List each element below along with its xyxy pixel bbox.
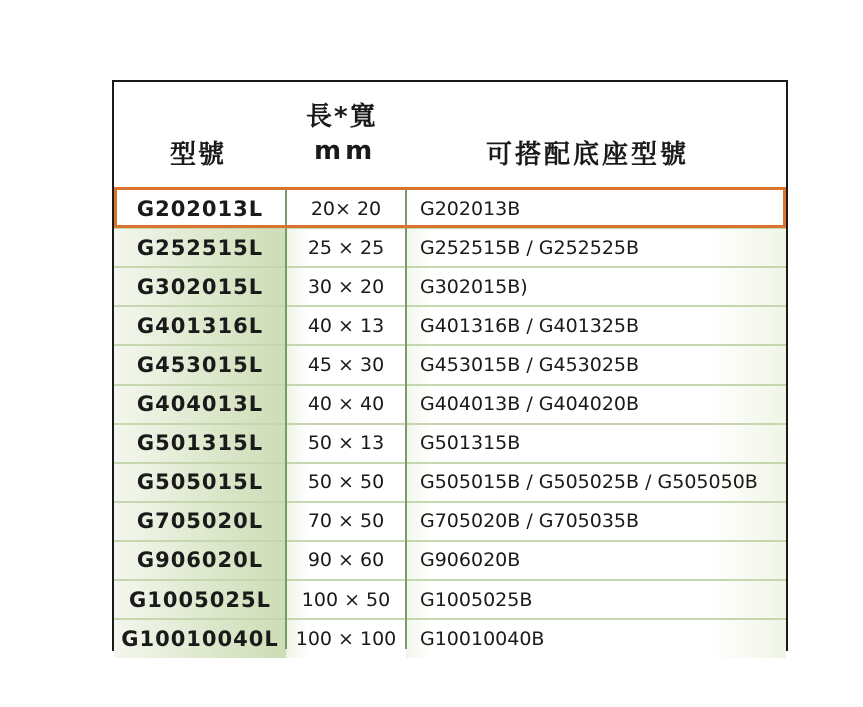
table-row: [114, 189, 786, 228]
size-cell: 40 × 40: [286, 385, 406, 424]
base-model-cell: G202013B: [406, 189, 786, 228]
row-divider: [114, 579, 786, 581]
model-cell: G302015L: [114, 267, 286, 306]
size-cell: 90 × 60: [286, 541, 406, 580]
table-row: [114, 502, 786, 541]
base-model-cell: G401316B / G401325B: [406, 306, 786, 345]
size-cell: 45 × 30: [286, 345, 406, 384]
size-cell: 50 × 50: [286, 463, 406, 502]
model-cell: G202013L: [114, 189, 286, 228]
base-model-cell: G252515B / G252525B: [406, 228, 786, 267]
model-cell: G505015L: [114, 463, 286, 502]
table-row: [114, 463, 786, 502]
size-cell: 25 × 25: [286, 228, 406, 267]
column-divider-1: [285, 189, 287, 649]
table-row: [114, 228, 786, 267]
row-divider: [114, 227, 786, 229]
row-divider: [114, 344, 786, 346]
row-divider: [114, 423, 786, 425]
row-divider: [114, 540, 786, 542]
header-size-unit: mm: [314, 136, 377, 166]
base-model-cell: G10010040B: [406, 619, 786, 658]
model-cell: G404013L: [114, 385, 286, 424]
table-row: [114, 424, 786, 463]
base-model-cell: G505015B / G505025B / G505050B: [406, 463, 786, 502]
column-divider-2: [405, 189, 407, 649]
base-model-cell: G501315B: [406, 424, 786, 463]
row-divider: [114, 305, 786, 307]
model-table: [112, 80, 788, 651]
base-model-cell: G906020B: [406, 541, 786, 580]
size-cell: 70 × 50: [286, 502, 406, 541]
size-cell: 50 × 13: [286, 424, 406, 463]
table-row: [114, 267, 786, 306]
model-cell: G453015L: [114, 345, 286, 384]
base-model-cell: G453015B / G453025B: [406, 345, 786, 384]
model-cell: G501315L: [114, 424, 286, 463]
size-cell: 100 × 100: [286, 619, 406, 658]
model-cell: G252515L: [114, 228, 286, 267]
size-cell: 30 × 20: [286, 267, 406, 306]
header-model: 型號: [170, 140, 227, 170]
table-row: [114, 619, 786, 658]
base-model-cell: G1005025B: [406, 580, 786, 619]
model-cell: G906020L: [114, 541, 286, 580]
header-size-line1: 長*寬: [306, 102, 378, 132]
model-cell: G10010040L: [114, 619, 286, 658]
table-row: [114, 580, 786, 619]
table-row: [114, 306, 786, 345]
base-model-cell: G404013B / G404020B: [406, 385, 786, 424]
row-divider: [114, 384, 786, 386]
table-row: [114, 385, 786, 424]
size-cell: 40 × 13: [286, 306, 406, 345]
base-model-cell: G705020B / G705035B: [406, 502, 786, 541]
base-model-cell: G302015B): [406, 267, 786, 306]
size-cell: 100 × 50: [286, 580, 406, 619]
model-cell: G1005025L: [114, 580, 286, 619]
model-cell: G401316L: [114, 306, 286, 345]
model-cell: G705020L: [114, 502, 286, 541]
table-row: [114, 541, 786, 580]
header-base-model: 可搭配底座型號: [486, 140, 690, 170]
row-divider: [114, 266, 786, 268]
table-row: [114, 345, 786, 384]
row-divider: [114, 618, 786, 620]
row-divider: [114, 462, 786, 464]
size-cell: 20× 20: [286, 189, 406, 228]
row-divider: [114, 501, 786, 503]
table-header: [114, 82, 786, 189]
